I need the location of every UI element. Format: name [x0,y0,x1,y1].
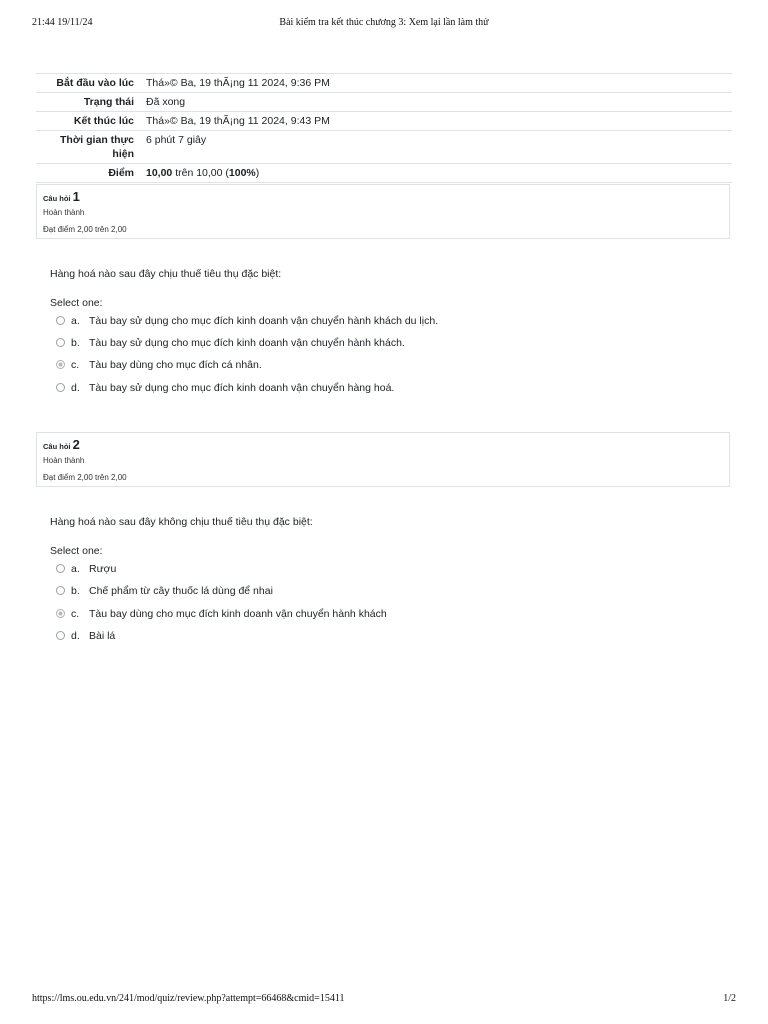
question-text: Hàng hoá nào sau đây chịu thuế tiêu thụ đặc biệt: [50,268,282,280]
summary-value: Thá»© Ba, 19 thÃ¡ng 11 2024, 9:36 PM [140,74,732,93]
answer-text: Tàu bay sử dụng cho mục đích kinh doanh vận chuyển hành khách. [89,337,405,349]
answer-text: Tàu bay sử dụng cho mục đích kinh doanh vận chuyển hàng hoá. [89,382,395,394]
question-state: Hoàn thành [43,208,85,217]
summary-label: Điểm [36,164,140,183]
radio-button[interactable] [56,316,65,325]
summary-value: Đã xong [140,93,732,112]
answer-option[interactable]: d. Tàu bay sử dụng cho mục đích kinh doanh vận chuyển hàng hoá. [56,381,394,395]
question-number: Câu hỏi 2 [43,437,80,452]
print-title: Bài kiểm tra kết thúc chương 3: Xem lại lần làm thử [279,17,489,28]
answer-option[interactable]: d. Bài lá [56,629,115,643]
radio-button-checked[interactable] [56,360,65,369]
answer-text: Tàu bay sử dụng cho mục đích kinh doanh vận chuyển hành khách du lịch. [89,315,439,327]
radio-button[interactable] [56,338,65,347]
summary-row-completed [36,112,732,131]
print-datetime: 21:44 19/11/24 [32,17,93,28]
score-value: 10,00 [146,167,173,179]
summary-label: Trạng thái [36,93,140,112]
answer-option[interactable]: a. Rượu [56,562,116,576]
radio-button[interactable] [56,631,65,640]
print-header [32,17,736,31]
answer-option[interactable]: c. Tàu bay dùng cho mục đích kinh doanh vận chuyển hành khách [56,607,387,621]
summary-score [140,164,732,183]
radio-button-checked[interactable] [56,609,65,618]
score-close: ) [255,167,260,179]
select-one-prompt: Select one: [50,545,103,557]
summary-row-state [36,93,732,112]
print-page-number: 1/2 [723,993,736,1004]
summary-label: Kết thúc lúc [36,112,140,131]
summary-row-grade [36,164,732,183]
answer-option[interactable]: c. Tàu bay dùng cho mục đích cá nhân. [56,358,262,372]
question-grade: Đạt điểm 2,00 trên 2,00 [43,225,127,234]
answer-option[interactable]: a. Tàu bay sử dụng cho mục đích kinh doanh vận chuyển hành khách du lịch. [56,314,438,328]
question-number-value: 1 [72,189,80,204]
attempt-summary-table [36,73,732,183]
answer-option[interactable]: b. Chế phẩm từ cây thuốc lá dùng để nhai [56,584,273,598]
radio-button[interactable] [56,586,65,595]
answer-text: Chế phẩm từ cây thuốc lá dùng để nhai [89,585,273,597]
question-info-2 [36,432,730,487]
summary-row-started [36,74,732,93]
question-info-1 [36,184,730,239]
answer-text: Tàu bay dùng cho mục đích cá nhân. [89,359,262,371]
score-percent: 100% [228,167,256,179]
question-number: Câu hỏi 1 [43,189,80,204]
question-number-value: 2 [72,437,80,452]
radio-button[interactable] [56,383,65,392]
answer-text: Rượu [89,563,117,575]
print-url: https://lms.ou.edu.vn/241/mod/quiz/review.php?attempt=66468&cmid=15411 [32,993,345,1004]
summary-label: Bắt đầu vào lúc [36,74,140,93]
question-state: Hoàn thành [43,456,85,465]
question-grade: Đạt điểm 2,00 trên 2,00 [43,473,127,482]
answer-text: Bài lá [89,630,116,642]
summary-value: 6 phút 7 giây [140,131,732,164]
summary-value: Thá»© Ba, 19 thÃ¡ng 11 2024, 9:43 PM [140,112,732,131]
summary-row-time-taken [36,131,732,164]
select-one-prompt: Select one: [50,297,103,309]
summary-label: Thời gian thực hiện [36,131,140,164]
answer-option[interactable]: b. Tàu bay sử dụng cho mục đích kinh doanh vận chuyển hành khách. [56,336,405,350]
radio-button[interactable] [56,564,65,573]
score-out-of: trên 10,00 ( [172,167,229,179]
answer-text: Tàu bay dùng cho mục đích kinh doanh vận chuyển hành khách [89,608,387,620]
print-footer [32,993,736,1007]
question-text: Hàng hoá nào sau đây không chịu thuế tiêu thụ đặc biệt: [50,516,313,528]
